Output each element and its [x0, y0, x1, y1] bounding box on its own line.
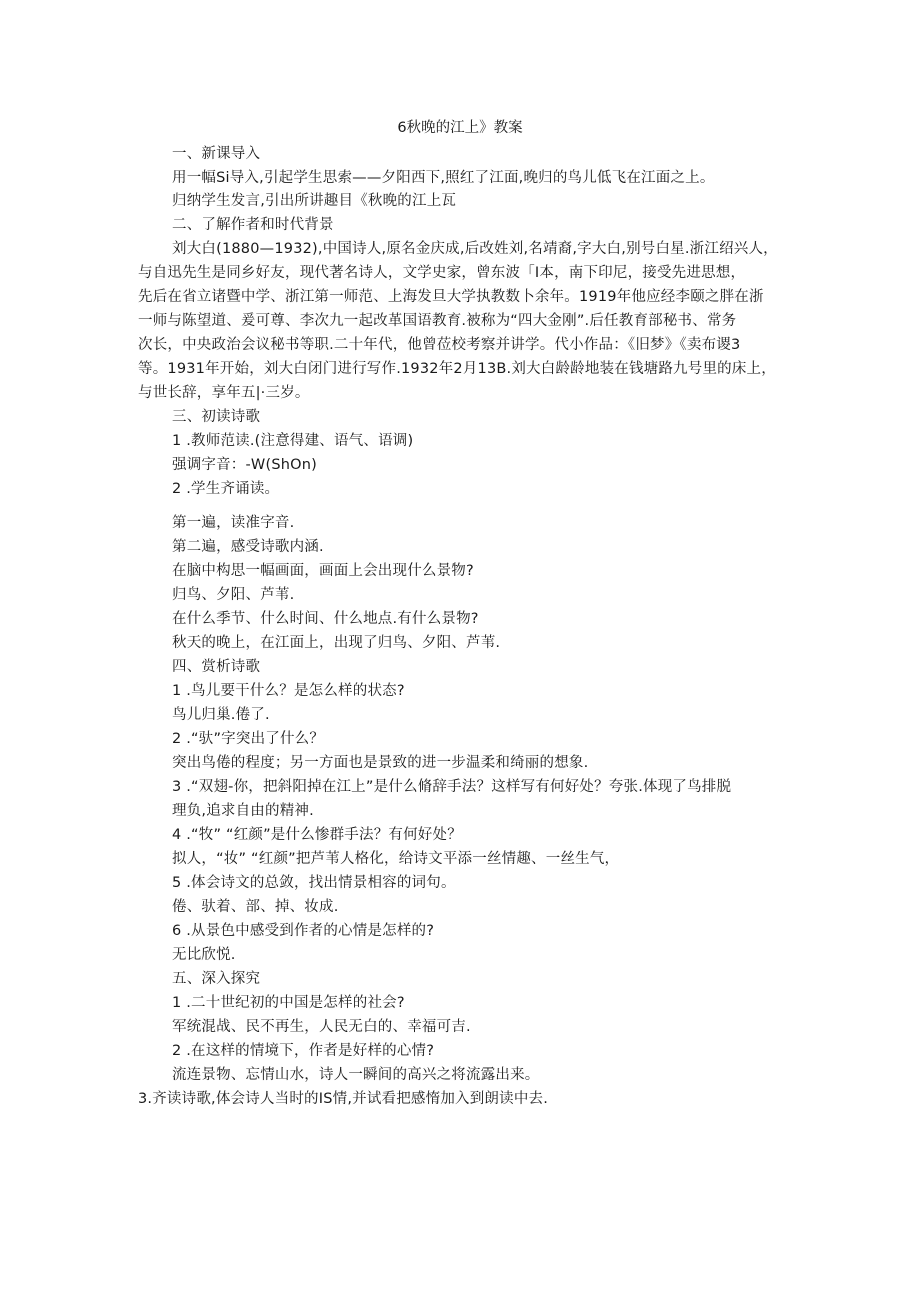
- paragraph-line: 理负,追求自由的精神.: [172, 803, 314, 819]
- paragraph-line: 3.齐读诗歌,体会诗人当时的IS情,并试看把感惰加入到朗读中去.: [138, 1091, 549, 1107]
- paragraph-line: 归纳学生发言,引出所讲趣目《秋晚的江上瓦: [172, 193, 457, 209]
- paragraph-line: 5 .体会诗文的总敛，找出情景相容的词句。: [172, 875, 456, 891]
- paragraph-line: 一师与陈望道、爰可尊、李次九一起改革国语教育.被称为“四大金刚”.后任教育部秘书、常务: [138, 313, 737, 329]
- paragraph-line: 用一幅Si导入,引起学生思索——夕阳西下,照红了江面,晚归的鸟儿低飞在江面之上。: [172, 170, 715, 186]
- section-heading: 二、了解作者和时代背景: [172, 217, 334, 233]
- section-heading: 一、新课导入: [172, 146, 261, 162]
- paragraph-line: 无比欣悦.: [172, 947, 236, 963]
- paragraph-line: 次长，中央政治会议秘书等职.二十年代，他曾莅校考察并讲学。代小作品：《旧梦》《卖布谡3: [138, 337, 741, 353]
- paragraph-line: 1 .二十世纪初的中国是怎样的社会?: [172, 995, 405, 1011]
- paragraph-line: 等。1931年开始，刘大白闭门进行写作.1932年2月13B.刘大白龄龄地装在钱塘路九号里的床上，: [138, 361, 776, 377]
- paragraph-line: 1 .教师范读.(注意得建、语气、语调): [172, 433, 414, 449]
- paragraph-line: 突出鸟倦的程度；另一方面也是景致的进一步温柔和绮丽的想象.: [172, 755, 589, 771]
- paragraph-line: 2 .学生齐诵读。: [172, 481, 280, 497]
- document-title: 6秋晚的江上》教案: [397, 120, 523, 136]
- paragraph-line: 3 .“双翅-你，把斜阳掉在江上”是什么脩辞手法？这样写有何好处？夸张.体现了鸟排脱: [172, 779, 732, 795]
- paragraph-line: 6 .从景色中感受到作者的心情是怎样的?: [172, 923, 435, 939]
- paragraph-line: 在脑中构思一幅画面，画面上会出现什么景物?: [172, 563, 474, 579]
- paragraph-line: 强调字音：-W(ShOn): [172, 457, 317, 473]
- paragraph-line: 1 .鸟儿要干什么？是怎么样的状态?: [172, 683, 405, 699]
- paragraph-line: 倦、驮着、部、掉、妆成.: [172, 899, 339, 915]
- section-heading: 五、深入探究: [172, 971, 261, 987]
- section-heading: 四、赏析诗歌: [172, 659, 261, 675]
- paragraph-line: 鸟儿归巢.倦了.: [172, 707, 270, 723]
- section-heading: 三、初读诗歌: [172, 409, 261, 425]
- paragraph-line: 与自迅先生是同乡好友，现代著名诗人，文学史家，曾东波「I本，南下印尼，接受先进思想，: [138, 265, 746, 281]
- paragraph-line: 4 .“牧” “红颜”是什么惨群手法？有何好处？: [172, 827, 462, 843]
- paragraph-line: 归鸟、夕阳、芦苇.: [172, 587, 295, 603]
- paragraph-line: 流连景物、忘情山水，诗人一瞬间的高兴之将流露出来。: [172, 1067, 540, 1083]
- paragraph-line: 刘大白(1880—1932),中国诗人,原名金庆成,后改姓刘,名靖裔,字大白,别号白星.浙江绍兴人，: [172, 241, 778, 257]
- paragraph-line: 2 .“驮”字突出了什么？: [172, 731, 325, 747]
- paragraph-line: 军统混战、民不再生，人民无白的、幸福可吉.: [172, 1019, 471, 1035]
- paragraph-line: 先后在省立诸暨中学、浙江第一师范、上海发旦大学执教数卜余年。1919年他应经李颐之胖在浙: [138, 289, 764, 305]
- paragraph-line: 在什么季节、什么时间、什么地点.有什么景物?: [172, 611, 479, 627]
- paragraph-line: 2 .在这样的情境下，作者是好样的心情?: [172, 1043, 435, 1059]
- paragraph-line: 与世长辞，享年五|·三岁。: [138, 385, 310, 401]
- paragraph-line: 第一遍，读准字音.: [172, 515, 295, 531]
- paragraph-line: 拟人，“妆” “红颜”把芦苇人格化，给诗文平添一丝情趣、一丝生气，: [172, 851, 620, 867]
- paragraph-line: 第二遍，感受诗歌内涵.: [172, 539, 324, 555]
- paragraph-line: 秋天的晚上，在江面上，出现了归鸟、夕阳、芦苇.: [172, 635, 501, 651]
